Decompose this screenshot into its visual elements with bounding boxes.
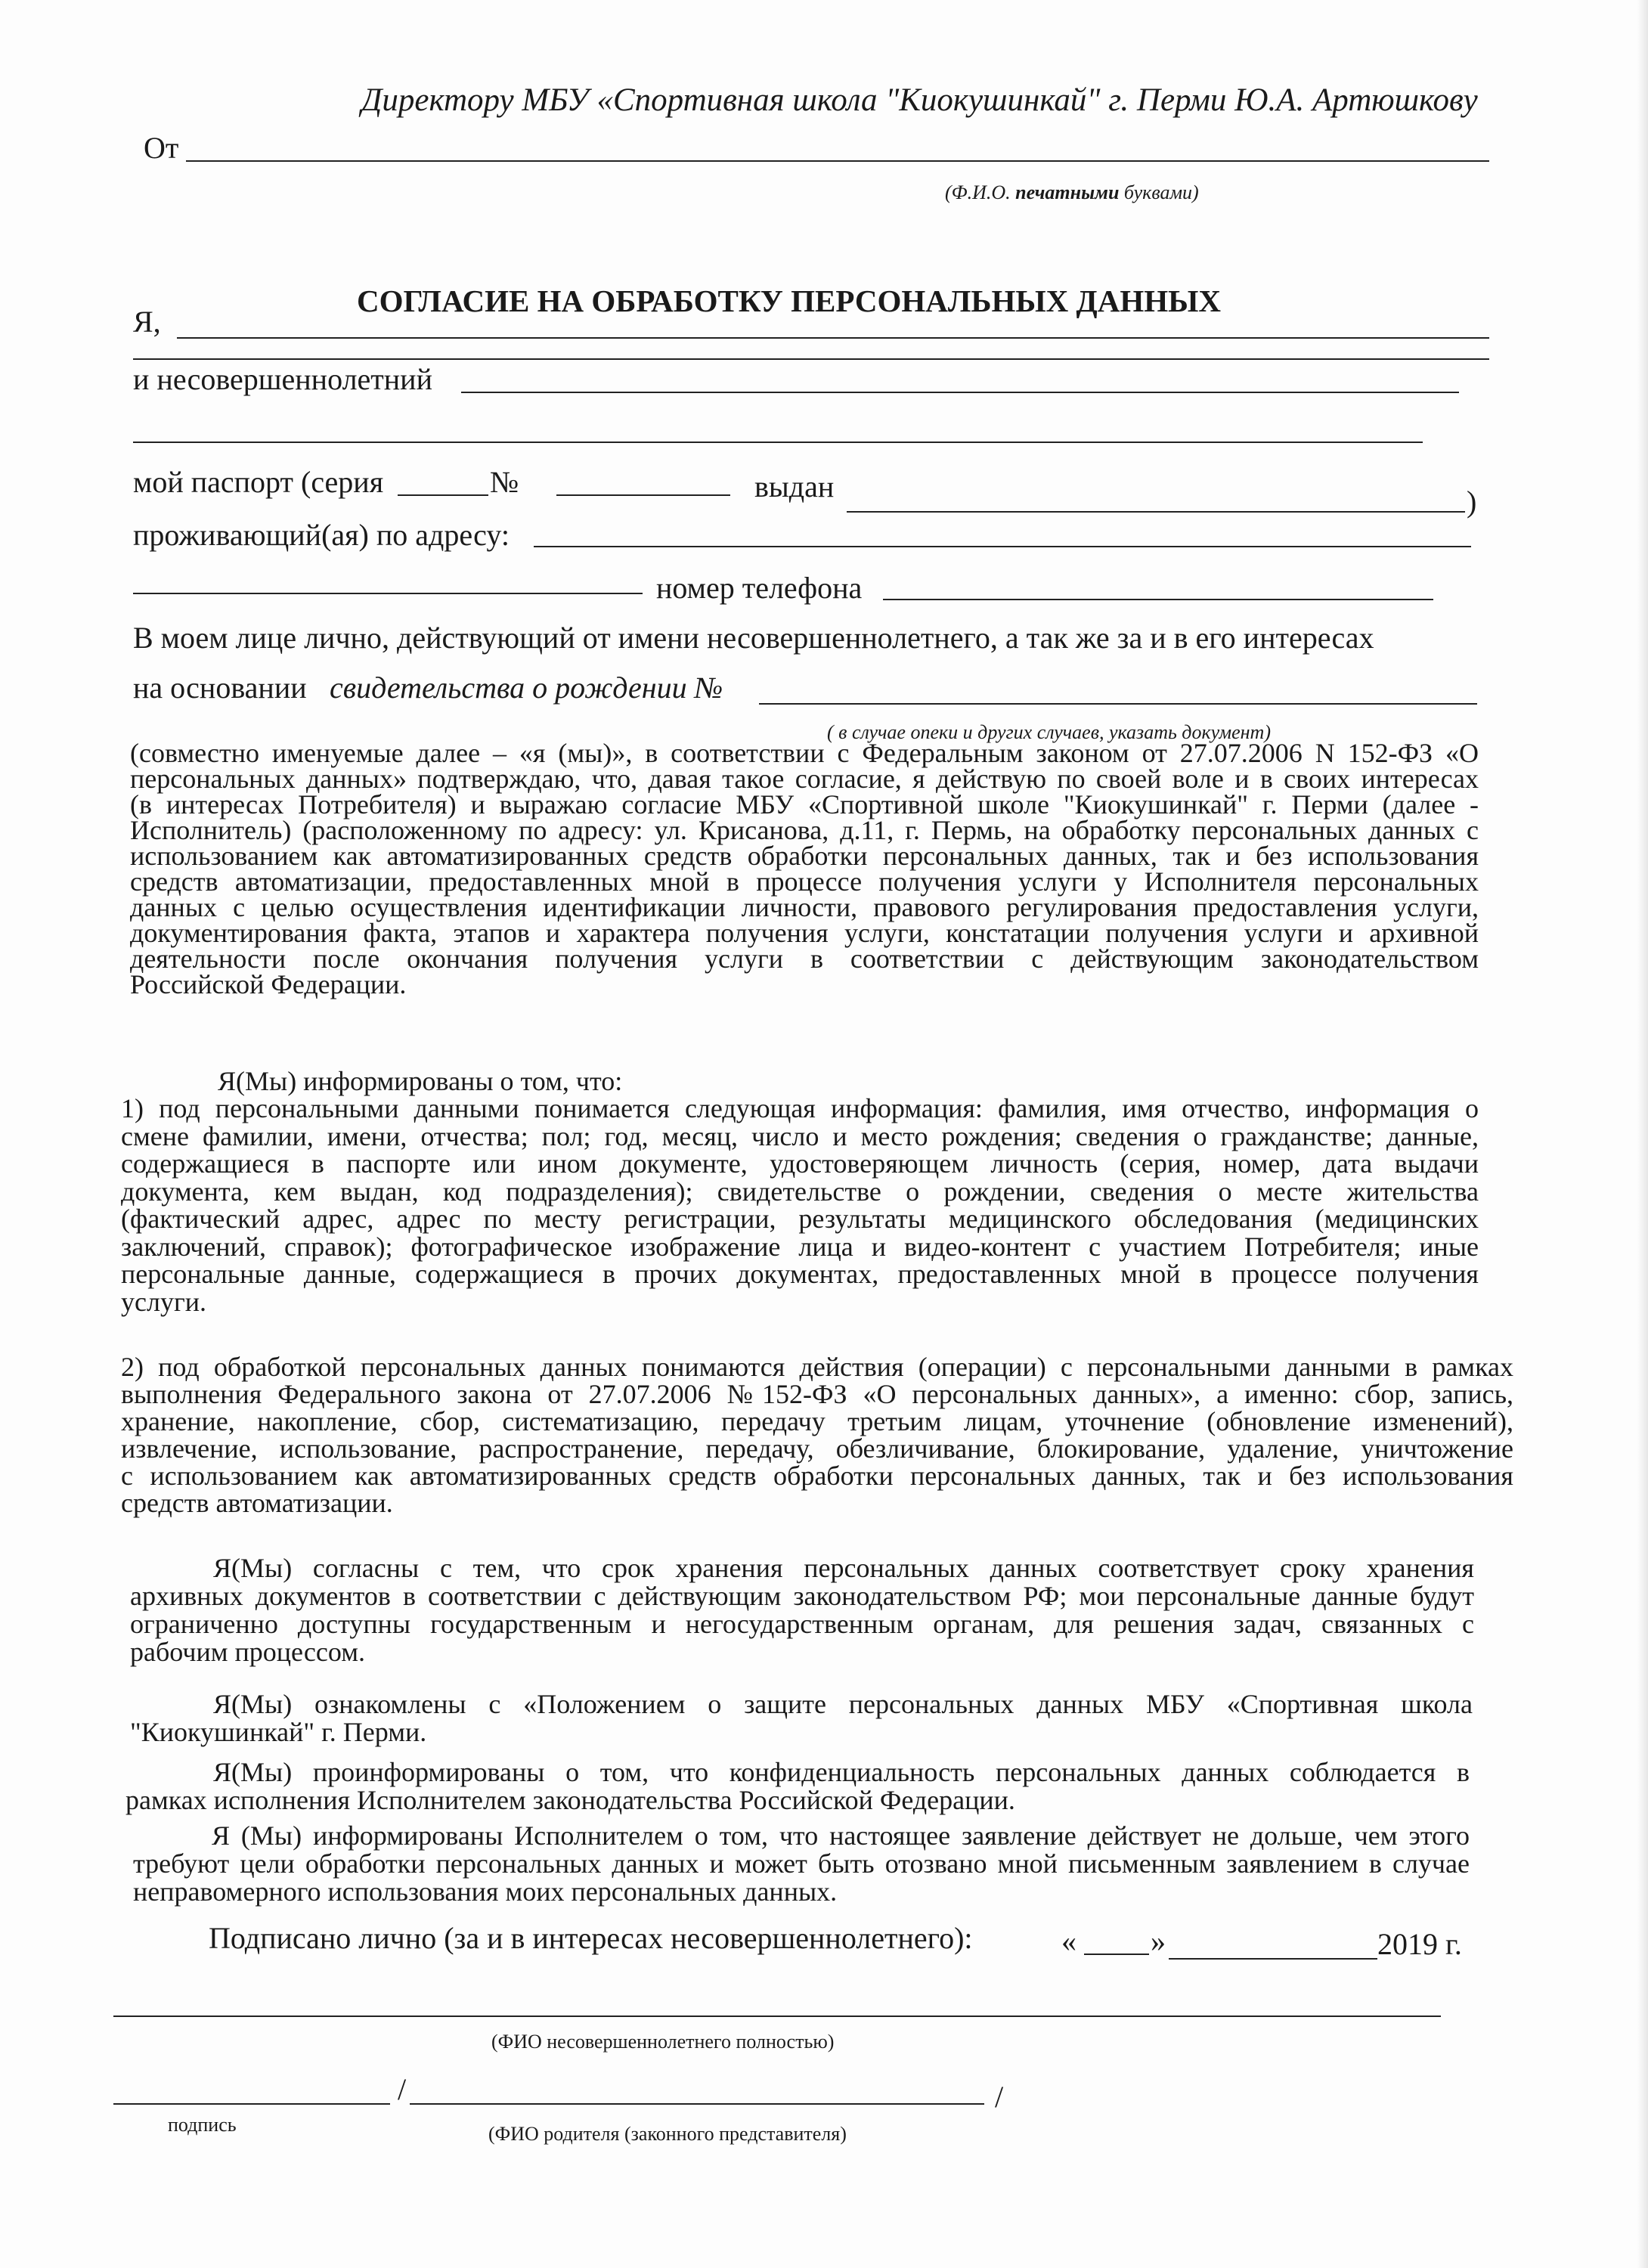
passport-number-field[interactable] bbox=[556, 494, 730, 496]
birth-certificate-number-field[interactable] bbox=[759, 703, 1477, 705]
passport-number-label: № bbox=[490, 465, 519, 499]
paragraph-consent-line: Российской Федерации. bbox=[130, 969, 407, 999]
paragraph-validity-line: Я (Мы) информированы Исполнителем о том, что настоящее заявление действует не дольше, чем этого bbox=[212, 1820, 1470, 1851]
paragraph-retention-line: Я(Мы) согласны с тем, что срок хранения персональных данных соответствует сроку хранения bbox=[213, 1553, 1474, 1583]
paragraph-acquainted-line: "Киокушинкай" г. Перми. bbox=[130, 1717, 427, 1747]
item-1-definition-line: (фактический адрес, адрес по месту регистрации, результаты медицинского обследования (медицинских bbox=[121, 1204, 1479, 1234]
addressee-line: Директору МБУ «Спортивная школа "Киокушинкай" г. Перми Ю.А. Артюшкову bbox=[361, 82, 1478, 118]
basis-label: на основании bbox=[133, 671, 307, 705]
from-fio-field[interactable] bbox=[186, 160, 1489, 162]
slash-2: / bbox=[995, 2080, 1004, 2114]
minor-fio-caption: (ФИО несовершеннолетнего полностью) bbox=[491, 2031, 835, 2053]
item-2-processing-line: извлечение, использование, распространение, передачу, обезличивание, блокирование, удаление, уничтожение bbox=[121, 1433, 1513, 1464]
item-1-definition-line: содержащиеся в паспорте или ином документе, удостоверяющем личность (серия, номер, дата выдачи bbox=[121, 1148, 1479, 1179]
paragraph-retention-line: рабочим процессом. bbox=[130, 1637, 365, 1667]
basis-document: свидетельства о рождении № bbox=[330, 671, 723, 705]
item-2-processing-line: хранение, накопление, сбор, систематизацию, передачу третьим лицам, уточнение (обновление изменений), bbox=[121, 1406, 1513, 1436]
behalf-text: В моем лице лично, действующий от имени несовершеннолетнего, а так же за и в его интересах bbox=[133, 621, 1374, 655]
item-2-processing-line: средств автоматизации. bbox=[121, 1488, 393, 1518]
parent-fio-field[interactable] bbox=[410, 2103, 984, 2105]
paragraph-consent-line: (совместно именуемые далее – «я (мы)», в соответствии с Федеральным законом от 27.07.2006 N 152-ФЗ «О bbox=[130, 738, 1479, 768]
signature-caption: подпись bbox=[168, 2114, 237, 2136]
address-continuation-field[interactable] bbox=[133, 593, 643, 594]
item-1-definition-line: услуги. bbox=[121, 1286, 206, 1317]
from-label: От bbox=[144, 131, 179, 165]
date-year: 2019 г. bbox=[1377, 1927, 1462, 1961]
parent-fio-caption: (ФИО родителя (законного представителя) bbox=[488, 2123, 847, 2145]
phone-label: номер телефона bbox=[656, 571, 863, 605]
address-field[interactable] bbox=[534, 546, 1471, 547]
signed-personally-label: Подписано лично (за и в интересах несовершеннолетнего): bbox=[209, 1921, 973, 1955]
closing-paren: ) bbox=[1467, 485, 1477, 519]
paragraph-consent-line: деятельности после окончания получения услуги в соответствии с действующим законодательством bbox=[130, 943, 1479, 974]
item-1-definition-line: 1) под персональными данными понимается следующая информация: фамилия, имя отчество, информация о bbox=[121, 1093, 1479, 1123]
scan-edge-shadow bbox=[1637, 0, 1648, 2268]
paragraph-acquainted-line: Я(Мы) ознакомлены с «Положением о защите персональных данных МБУ «Спортивная школа bbox=[213, 1689, 1473, 1719]
item-2-processing-line: с использованием как автоматизированных средств обработки персональных данных, так и без использования bbox=[121, 1461, 1513, 1491]
paragraph-consent-line: документирования факта, этапов и характера получения услуги, констатации получения услуги и архивной bbox=[130, 918, 1479, 948]
paragraph-consent-line: персональных данных» подтверждаю, что, давая такое согласие, я действую по своей воле и в своих интересах bbox=[130, 764, 1479, 794]
passport-issued-label: выдан bbox=[754, 469, 835, 503]
informed-intro-line: Я(Мы) информированы о том, что: bbox=[218, 1066, 623, 1096]
applicant-name-field[interactable] bbox=[177, 337, 1489, 339]
paragraph-confidential-line: рамках исполнения Исполнителем законодательства Российской Федерации. bbox=[125, 1785, 1015, 1815]
minor-full-name-field[interactable] bbox=[113, 2015, 1441, 2017]
paragraph-validity-line: требуют цели обработки персональных данных и может быть отозвано мной письменным заявлением в случае bbox=[133, 1848, 1470, 1879]
paragraph-consent-line: Исполнитель) (расположенному по адресу: ул. Крисанова, д.11, г. Пермь, на обработку персональных данных с bbox=[130, 815, 1479, 845]
date-day-field[interactable] bbox=[1084, 1954, 1149, 1955]
paragraph-consent-line: средств автоматизации, предоставленных мной в процессе получения услуги у Исполнителя персональных bbox=[130, 866, 1479, 897]
date-close-quote: » bbox=[1151, 1924, 1166, 1958]
passport-issued-field[interactable] bbox=[847, 511, 1465, 513]
item-1-definition-line: заключений, справок); фотографическое изображение лица и видео-контент с участием Потребителя; иные bbox=[121, 1231, 1479, 1262]
minor-name-field[interactable] bbox=[461, 392, 1459, 393]
from-caption: (Ф.И.О. печатными буквами) bbox=[945, 181, 1199, 203]
paragraph-consent-line: (в интересах Потребителя) и выражаю согласие МБУ «Спортивной школе "Киокушинкай" г. Перми (далее - bbox=[130, 789, 1479, 820]
paragraph-consent-line: использованием как автоматизированных средств обработки персональных данных, так и без использования bbox=[130, 841, 1479, 871]
paragraph-validity-line: неправомерного использования моих персональных данных. bbox=[133, 1876, 838, 1907]
minor-label: и несовершеннолетний bbox=[133, 362, 432, 396]
ya-label: Я, bbox=[133, 305, 161, 339]
item-1-definition-line: документа, кем выдан, код подразделения); свидетельстве о рождении, сведения о месте жительства bbox=[121, 1176, 1479, 1207]
item-1-definition-line: смене фамилии, имени, отчества; пол; год, месяц, число и место рождения; сведения о гражданстве; данные, bbox=[121, 1120, 1479, 1151]
phone-field[interactable] bbox=[883, 599, 1433, 600]
paragraph-confidential-line: Я(Мы) проинформированы о том, что конфиденциальность персональных данных соблюдается в bbox=[213, 1757, 1470, 1787]
paragraph-consent-line: данных с целью осуществления идентификации личности, правового регулирования предоставления услуги, bbox=[130, 892, 1479, 922]
paragraph-retention-line: архивных документов в соответствии с действующим законодательством РФ; мои персональные данные будут bbox=[130, 1581, 1474, 1611]
passport-series-label: мой паспорт (серия bbox=[133, 465, 384, 499]
address-label: проживающий(ая) по адресу: bbox=[133, 518, 510, 552]
date-month-field[interactable] bbox=[1169, 1958, 1377, 1960]
item-2-processing-line: 2) под обработкой персональных данных понимаются действия (операции) с персональными данными в рамках bbox=[121, 1352, 1513, 1382]
date-open-quote: « bbox=[1061, 1924, 1076, 1958]
item-2-processing-line: выполнения Федерального закона от 27.07.2006 №152-ФЗ «О персональных данных», а именно: сбор, запись, bbox=[121, 1379, 1513, 1409]
item-1-definition-line: персональные данные, содержащиеся в прочих документах, предоставленных мной в процессе получения bbox=[121, 1259, 1479, 1289]
minor-name-continuation-field[interactable] bbox=[133, 442, 1423, 443]
signature-field[interactable] bbox=[113, 2103, 390, 2105]
basis-caption: ( в случае опеки и других случаев, указать документ) bbox=[827, 721, 1271, 743]
paragraph-retention-line: ограниченно доступны государственным и негосударственным органам, для решения задач, связанных с bbox=[130, 1609, 1474, 1639]
applicant-name-continuation-field[interactable] bbox=[133, 358, 1489, 360]
slash-1: / bbox=[398, 2072, 407, 2106]
document-title: СОГЛАСИЕ НА ОБРАБОТКУ ПЕРСОНАЛЬНЫХ ДАННЫХ bbox=[357, 284, 1221, 318]
passport-series-field[interactable] bbox=[398, 494, 488, 496]
